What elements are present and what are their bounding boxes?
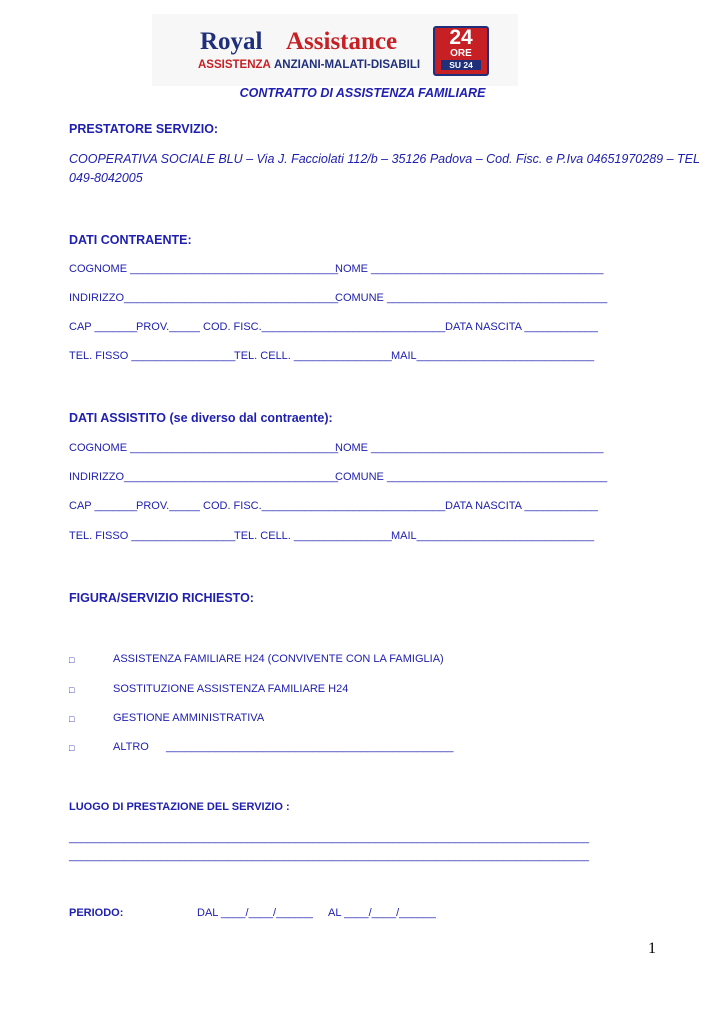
option-2-checkbox[interactable]: □ (69, 685, 75, 695)
assistito-nome-field[interactable]: NOME ______________________________________ (335, 442, 604, 454)
contraente-comune-field[interactable]: COMUNE ____________________________________ (335, 292, 608, 304)
document-title: CONTRATTO DI ASSISTENZA FAMILIARE (239, 86, 486, 100)
assistito-cap-field[interactable]: CAP _______ (69, 500, 138, 512)
option-3-label: GESTIONE AMMINISTRATIVA (113, 712, 265, 724)
provider-line-1: COOPERATIVA SOCIALE BLU – Via J. Facciolati 112/b – 35126 Padova – Cod. Fisc. e P.Iva 04651970289 – TEL (69, 152, 700, 166)
option-1-checkbox[interactable]: □ (69, 655, 75, 665)
figura-heading: FIGURA/SERVIZIO RICHIESTO: (69, 591, 254, 605)
assistito-codfisc-field[interactable]: COD. FISC.______________________________ (203, 500, 446, 512)
contraente-heading: DATI CONTRAENTE: (69, 233, 192, 247)
contraente-mail-field[interactable]: MAIL_____________________________ (391, 350, 595, 362)
altro-field[interactable]: _______________________________________________ (166, 741, 454, 753)
luogo-line-2[interactable]: _____________________________________________________________________________________ (69, 850, 590, 862)
assistito-mail-field[interactable]: MAIL_____________________________ (391, 530, 595, 542)
contraente-prov-field[interactable]: PROV._____ (136, 321, 200, 333)
assistito-comune-field[interactable]: COMUNE ____________________________________ (335, 471, 608, 483)
logo-word-royal: Royal (200, 28, 263, 55)
badge-ore: ORE (450, 48, 472, 59)
logo-word-assistance: Assistance (286, 28, 398, 55)
option-4-checkbox[interactable]: □ (69, 743, 75, 753)
contraente-indirizzo-field[interactable]: INDIRIZZO___________________________________ (69, 292, 339, 304)
provider-heading: PRESTATORE SERVIZIO: (69, 122, 219, 136)
contraente-cognome-field[interactable]: COGNOME __________________________________ (69, 263, 339, 275)
assistito-telfisso-field[interactable]: TEL. FISSO _________________ (69, 530, 236, 542)
luogo-heading: LUOGO DI PRESTAZIONE DEL SERVIZIO : (69, 801, 290, 813)
option-4-label: ALTRO (113, 741, 149, 753)
badge-24: 24 (449, 26, 473, 49)
logo-tagline-blue: ANZIANI-MALATI-DISABILI (274, 59, 421, 71)
provider-line-2: 049-8042005 (69, 171, 143, 185)
periodo-label: PERIODO: (69, 907, 124, 919)
company-logo (152, 14, 518, 86)
page-number: 1 (648, 940, 656, 957)
option-2-label: SOSTITUZIONE ASSISTENZA FAMILIARE H24 (113, 683, 349, 695)
badge-su24: SU 24 (441, 60, 481, 70)
luogo-line-1[interactable]: _____________________________________________________________________________________ (69, 832, 590, 844)
contraente-cap-field[interactable]: CAP _______ (69, 321, 138, 333)
contraente-telfisso-field[interactable]: TEL. FISSO _________________ (69, 350, 236, 362)
assistito-heading: DATI ASSISTITO (se diverso dal contraente): (69, 411, 333, 425)
periodo-dal-field[interactable]: DAL ____/____/______ (197, 907, 313, 919)
logo-24h-badge (433, 26, 489, 76)
assistito-nascita-field[interactable]: DATA NASCITA ____________ (445, 500, 598, 512)
logo-tagline-red: ASSISTENZA (198, 59, 271, 71)
assistito-prov-field[interactable]: PROV._____ (136, 500, 200, 512)
contraente-codfisc-field[interactable]: COD. FISC.______________________________ (203, 321, 446, 333)
assistito-indirizzo-field[interactable]: INDIRIZZO___________________________________ (69, 471, 339, 483)
assistito-telcell-field[interactable]: TEL. CELL. ________________ (234, 530, 392, 542)
contraente-telcell-field[interactable]: TEL. CELL. ________________ (234, 350, 392, 362)
option-1-label: ASSISTENZA FAMILIARE H24 (CONVIVENTE CON LA FAMIGLIA) (113, 653, 444, 665)
contraente-nascita-field[interactable]: DATA NASCITA ____________ (445, 321, 598, 333)
contraente-nome-field[interactable]: NOME ______________________________________ (335, 263, 604, 275)
assistito-cognome-field[interactable]: COGNOME __________________________________ (69, 442, 339, 454)
option-3-checkbox[interactable]: □ (69, 714, 75, 724)
periodo-al-field[interactable]: AL ____/____/______ (328, 907, 436, 919)
